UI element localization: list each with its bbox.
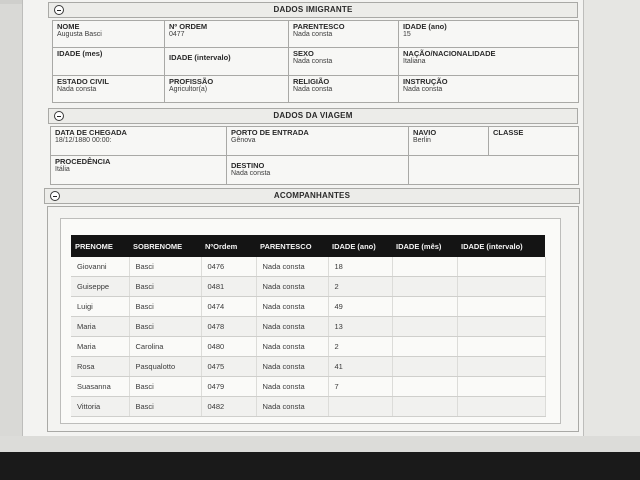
section-header-viagem[interactable] xyxy=(48,108,578,124)
col-prenome[interactable]: PRENOME xyxy=(71,235,129,257)
field-procedencia: PROCEDÊNCIA Itália xyxy=(51,156,227,185)
cell-parentesco: Nada consta xyxy=(256,257,328,277)
cell-prenome: Guiseppe xyxy=(71,277,129,297)
section-title: DADOS IMIGRANTE xyxy=(273,5,353,14)
cell-parentesco: Nada consta xyxy=(256,277,328,297)
cell-sobrenome: Basci xyxy=(129,277,201,297)
viagem-empty-cell xyxy=(409,156,579,185)
cell-ordem: 0481 xyxy=(201,277,256,297)
cell-parentesco: Nada consta xyxy=(256,377,328,397)
cell-parentesco: Nada consta xyxy=(256,337,328,357)
cell-prenome: Luigi xyxy=(71,297,129,317)
cell-idade-intervalo xyxy=(457,357,545,377)
section-header-acompanhantes[interactable] xyxy=(44,188,580,204)
cell-prenome: Maria xyxy=(71,317,129,337)
cell-idade-mes xyxy=(392,377,457,397)
cell-idade-ano: 2 xyxy=(328,337,392,357)
col-sobrenome[interactable]: SOBRENOME xyxy=(129,235,201,257)
minus-circle-icon[interactable] xyxy=(54,5,64,15)
cell-idade-ano: 2 xyxy=(328,277,392,297)
cell-ordem: 0482 xyxy=(201,397,256,417)
cell-ordem: 0479 xyxy=(201,377,256,397)
cell-idade-intervalo xyxy=(457,277,545,297)
cell-idade-mes xyxy=(392,257,457,277)
section-header-imigrante[interactable] xyxy=(48,2,578,18)
monitor-bezel xyxy=(0,436,640,452)
table-row[interactable] xyxy=(71,257,545,277)
col-ordem[interactable]: NºOrdem xyxy=(201,235,256,257)
cell-sobrenome: Basci xyxy=(129,317,201,337)
table-row[interactable] xyxy=(71,397,545,417)
field-nome: NOME Augusta Basci xyxy=(53,21,165,48)
field-estado-civil: ESTADO CIVIL Nada consta xyxy=(53,76,165,103)
cell-idade-intervalo xyxy=(457,397,545,417)
cell-parentesco: Nada consta xyxy=(256,297,328,317)
cell-idade-ano xyxy=(328,397,392,417)
cell-idade-mes xyxy=(392,297,457,317)
field-nacao: NAÇÃO/NACIONALIDADE Italiana xyxy=(399,48,579,76)
cell-idade-intervalo xyxy=(457,317,545,337)
section-title: ACOMPANHANTES xyxy=(273,191,351,200)
cell-ordem: 0474 xyxy=(201,297,256,317)
cell-prenome: Suasanna xyxy=(71,377,129,397)
field-parentesco: PARENTESCO Nada consta xyxy=(289,21,399,48)
cell-idade-intervalo xyxy=(457,337,545,357)
cell-sobrenome: Carolina xyxy=(129,337,201,357)
cell-sobrenome: Pasqualotto xyxy=(129,357,201,377)
cell-sobrenome: Basci xyxy=(129,377,201,397)
field-ordem: Nº ORDEM 0477 xyxy=(165,21,289,48)
cell-idade-mes xyxy=(392,357,457,377)
field-porto: PORTO DE ENTRADA Gênova xyxy=(227,127,409,156)
acompanhantes-body xyxy=(71,257,545,417)
cell-parentesco: Nada consta xyxy=(256,397,328,417)
monitor-frame xyxy=(0,452,640,480)
col-parentesco[interactable]: PARENTESCO xyxy=(256,235,328,257)
field-profissao: PROFISSÃO Agricultor(a) xyxy=(165,76,289,103)
cell-sobrenome: Basci xyxy=(129,257,201,277)
cell-prenome: Giovanni xyxy=(71,257,129,277)
col-idade-mes[interactable]: IDADE (mês) xyxy=(392,235,457,257)
cell-sobrenome: Basci xyxy=(129,397,201,417)
acompanhantes-panel xyxy=(47,206,579,432)
minus-circle-icon[interactable] xyxy=(54,111,64,121)
cell-idade-mes xyxy=(392,397,457,417)
table-row[interactable] xyxy=(71,317,545,337)
field-idade-intervalo: IDADE (intervalo) xyxy=(165,48,289,76)
cell-prenome: Rosa xyxy=(71,357,129,377)
field-idade-ano: IDADE (ano) 15 xyxy=(399,21,579,48)
field-religiao: RELIGIÃO Nada consta xyxy=(289,76,399,103)
table-row[interactable] xyxy=(71,277,545,297)
acompanhantes-table xyxy=(71,235,546,417)
acompanhantes-inner xyxy=(60,218,561,424)
cell-prenome: Vittoria xyxy=(71,397,129,417)
col-idade-intervalo[interactable]: IDADE (intervalo) xyxy=(457,235,545,257)
cell-idade-mes xyxy=(392,277,457,297)
field-chegada: DATA DE CHEGADA 18/12/1880 00:00: xyxy=(51,127,227,156)
field-destino: DESTINO Nada consta xyxy=(227,156,409,185)
col-idade-ano[interactable]: IDADE (ano) xyxy=(328,235,392,257)
cell-parentesco: Nada consta xyxy=(256,317,328,337)
minus-circle-icon[interactable] xyxy=(50,191,60,201)
table-row[interactable] xyxy=(71,337,545,357)
cell-idade-intervalo xyxy=(457,297,545,317)
field-navio: NAVIO Berlin xyxy=(409,127,489,156)
cell-ordem: 0480 xyxy=(201,337,256,357)
cell-ordem: 0476 xyxy=(201,257,256,277)
imigrante-grid xyxy=(52,20,579,103)
table-row[interactable] xyxy=(71,297,545,317)
section-title: DADOS DA VIAGEM xyxy=(273,111,353,120)
browser-side-area xyxy=(583,0,640,452)
cell-sobrenome: Basci xyxy=(129,297,201,317)
table-row[interactable] xyxy=(71,357,545,377)
cell-idade-ano: 49 xyxy=(328,297,392,317)
field-idade-mes: IDADE (mes) xyxy=(53,48,165,76)
field-classe: CLASSE xyxy=(489,127,579,156)
cell-prenome: Maria xyxy=(71,337,129,357)
table-row[interactable] xyxy=(71,377,545,397)
cell-parentesco: Nada consta xyxy=(256,357,328,377)
cell-idade-ano: 7 xyxy=(328,377,392,397)
cell-idade-intervalo xyxy=(457,257,545,277)
cell-ordem: 0475 xyxy=(201,357,256,377)
cell-idade-mes xyxy=(392,337,457,357)
cell-ordem: 0478 xyxy=(201,317,256,337)
field-sexo: SEXO Nada consta xyxy=(289,48,399,76)
cell-idade-mes xyxy=(392,317,457,337)
cell-idade-ano: 41 xyxy=(328,357,392,377)
viagem-grid xyxy=(50,126,579,185)
cell-idade-ano: 18 xyxy=(328,257,392,277)
field-instrucao: INSTRUÇÃO Nada consta xyxy=(399,76,579,103)
cell-idade-ano: 13 xyxy=(328,317,392,337)
cell-idade-intervalo xyxy=(457,377,545,397)
table-header-row xyxy=(71,235,545,257)
